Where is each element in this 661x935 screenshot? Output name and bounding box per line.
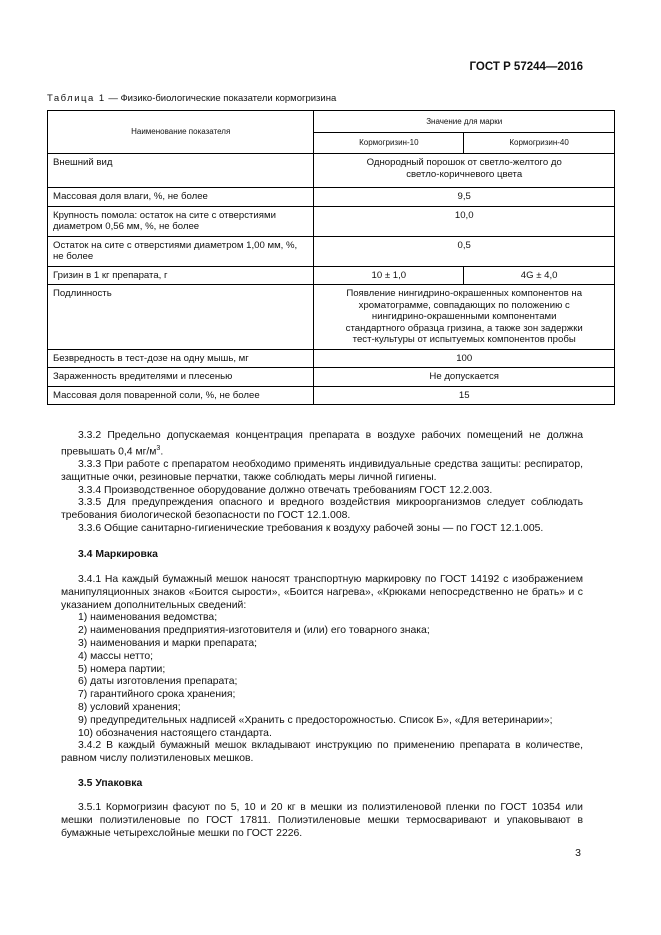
list-item: 3) наименования и марки препарата; [78, 637, 257, 649]
table-caption-label: Таблица 1 [47, 93, 106, 104]
row-value: 10,0 [314, 206, 615, 236]
row-name: Внешний вид [48, 154, 314, 188]
row-value: Однородный порошок от светло-желтого до светло-коричневого цвета [314, 154, 615, 188]
paragraph-3-5-1: 3.5.1 Кормогризин фасуют по 5, 10 и 20 кг в мешки из полиэтиленовой пленки по ГОСТ 10354 или мешки полиэтиленовые по ГОСТ 17811. Полиэтиленовые мешки термосваривают и упаковывают в бумажные четырехслойные мешки по ГОСТ 2226. [61, 802, 583, 839]
table-row [48, 154, 615, 188]
table-row [48, 349, 615, 368]
row-value: 100 [314, 349, 615, 368]
row-name: Гризин в 1 кг препарата, г [48, 266, 314, 285]
row-value: 15 [314, 386, 615, 405]
paragraph-3-3-3: 3.3.3 При работе с препаратом необходимо применять индивидуальные средства защиты: респиратор, защитные очки, резиновые перчатки, также соблюдать меры личной гигиены. [61, 459, 583, 483]
row-value: Появление нингидрино-окрашенных компонентов на хроматограмме, совпадающих по положению с нингидрино-окрашенными компонентами стандартного образца гризина, а также зон задержки тест-культуры от испытуемых компонентов пробы [314, 285, 615, 350]
paragraph-3-4-2: 3.4.2 В каждый бумажный мешок вкладывают инструкцию по применению препарата в количестве, равном числу полиэтиленовых мешков. [61, 740, 583, 765]
list-item: 10) обозначения настоящего стандарта. [78, 727, 272, 739]
row-value: 0,5 [314, 236, 615, 266]
table-row [48, 285, 615, 350]
heading-3-4: 3.4 Маркировка [78, 549, 158, 560]
table-header-row [48, 111, 615, 133]
section-3-4-text [61, 574, 583, 766]
list-item: 9) предупредительных надписей «Хранить с предосторожностью. Список Б», «Для ветеринарии»; [78, 714, 553, 726]
row-name: Массовая доля поваренной соли, %, не более [48, 386, 314, 405]
section-3-4 [61, 549, 583, 562]
page-number: 3 [575, 847, 581, 859]
section-3-5 [61, 778, 583, 791]
row-name: Зараженность вредителями и плесенью [48, 368, 314, 387]
row-value-grade-10: 10 ± 1,0 [314, 266, 464, 285]
list-item: 2) наименования предприятия-изготовителя и (или) его товарного знака; [78, 625, 430, 637]
properties-table [47, 110, 615, 405]
table-row [48, 236, 615, 266]
row-value: 9,5 [314, 188, 615, 207]
heading-3-5: 3.5 Упаковка [78, 778, 143, 789]
row-name: Массовая доля влаги, %, не более [48, 188, 314, 207]
row-name: Подлинность [48, 285, 314, 350]
list-item: 7) гарантийного срока хранения; [78, 689, 236, 701]
table-row [48, 386, 615, 405]
table-row [48, 206, 615, 236]
header-grade-10: Кормогризин-10 [314, 132, 464, 154]
table-caption-title: — Физико-биологические показатели кормогризина [108, 93, 337, 104]
section-3-3-text [61, 430, 583, 536]
list-item: 6) даты изготовления препарата; [78, 676, 238, 688]
list-item: 8) условий хранения; [78, 701, 181, 713]
table-caption [47, 93, 336, 104]
list-item: 5) номера партии; [78, 663, 166, 675]
list-item: 4) массы нетто; [78, 650, 154, 662]
table-row [48, 188, 615, 207]
paragraph-3-3-5: 3.3.5 Для предупреждения опасного и вредного воздействия микроорганизмов следует соблюдать требования биологической безопасности по ГОСТ 12.1.008. [61, 497, 583, 522]
section-3-5-text [61, 802, 583, 840]
table-row [48, 368, 615, 387]
standard-code: ГОСТ Р 57244—2016 [469, 61, 583, 73]
paragraph-3-3-6: 3.3.6 Общие санитарно-гигиенические требования к воздуху рабочей зоны — по ГОСТ 12.1.005. [78, 523, 544, 535]
row-name: Безвредность в тест-дозе на одну мышь, мг [48, 349, 314, 368]
list-item: 1) наименования ведомства; [78, 612, 218, 624]
header-grade-40: Кормогризин-40 [464, 132, 615, 154]
row-value: Не допускается [314, 368, 615, 387]
table-row [48, 266, 615, 285]
paragraph-3-4-1: 3.4.1 На каждый бумажный мешок наносят транспортную маркировку по ГОСТ 14192 с изображением манипуляционных знаков «Боится сырости», «Боится нагрева», «Крюками непосредственно не брать» и с указанием дополнительных сведений: [61, 574, 583, 611]
row-value-grade-40: 4G ± 4,0 [464, 266, 615, 285]
header-name: Наименование показателя [48, 111, 314, 154]
row-name: Крупность помола: остаток на сите с отверстиями диаметром 0,56 мм, %, не более [48, 206, 314, 236]
paragraph-3-3-2: 3.3.2 Предельно допускаемая концентрация препарата в воздухе рабочих помещений не должна превышать 0,4 $мг/м^3$. [61, 430, 583, 458]
row-name: Остаток на сите с отверстиями диаметром 1,00 мм, %, не более [48, 236, 314, 266]
paragraph-3-3-4: 3.3.4 Производственное оборудование должно отвечать требованиям ГОСТ 12.2.003. [78, 484, 493, 496]
header-value: Значение для марки [314, 111, 615, 133]
